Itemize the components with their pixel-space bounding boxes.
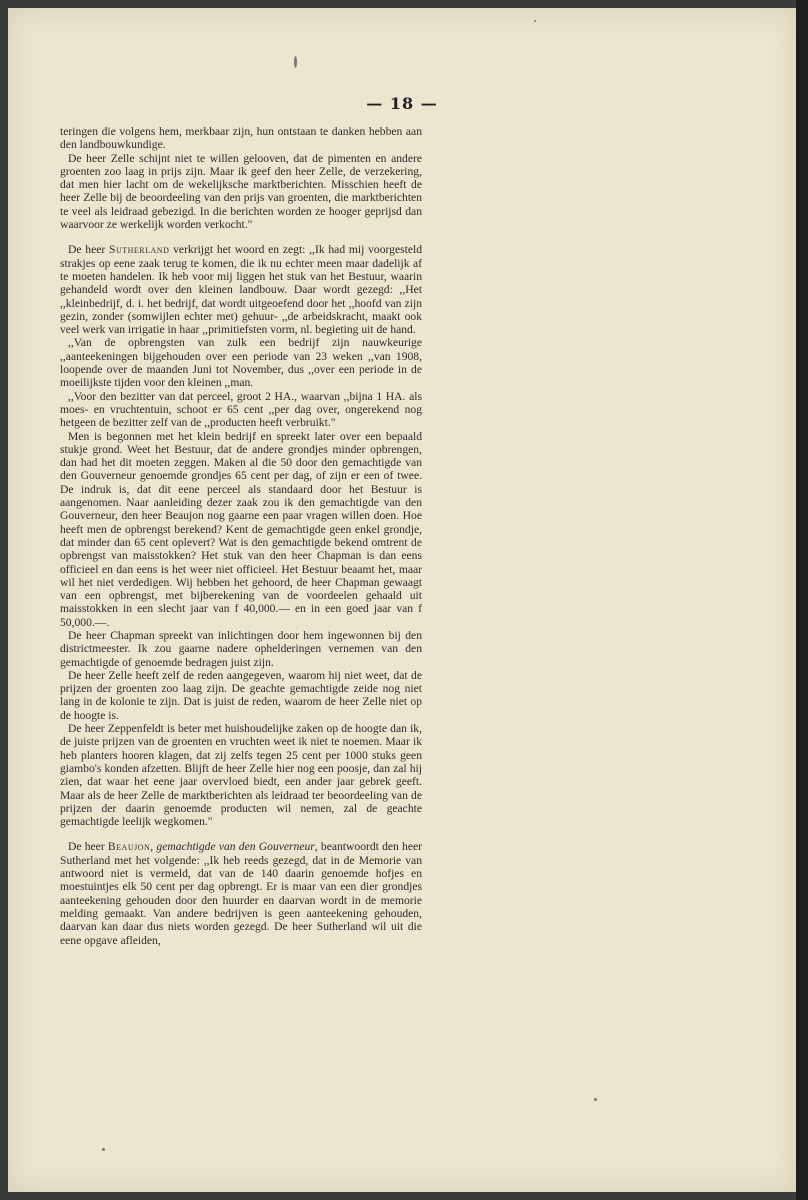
scan-edge [796,0,808,1200]
paragraph: De heer Zeppenfeldt is beter met huishoudelijke zaken op de hoogte dan ik, de juiste prijzen van de groenten en vruchten weet ik niet te noemen. Maar ik heb planters hooren klagen, dat zij zelfs tegen 25 cent per 1000 stuks geen giambo's konden afzetten. Blijft de heer Zelle hier nog een poosje, dan zal hij zien, dat waar het eene jaar overvloed biedt, een ander jaar gebrek geeft. Maar als de heer Zelle de marktberichten als leidraad ter beoordeeling van de prijzen der daarin genoemde producten wil nemen, zal de geachte gemachtigde leelijk wegkomen." [60,722,422,829]
speaker-prefix: De heer [68,840,108,854]
paragraph: De heer Zelle heeft zelf de reden aangegeven, waarom hij niet weet, dat de prijzen der groenten zoo laag zijn. De geachte gemachtigde zeide nog niet lang in de kolonie te zijn. Dat is juist de reden, waarom de heer Zelle niet op de hoogte is. [60,668,422,722]
paragraph: De heer Zelle schijnt niet te willen gelooven, dat de pimenten en andere groenten zoo laag in prijs zijn. Maar ik geef den heer Zelle, de verzekering, dat men hier lacht om de wekelijksche marktberichten. Misschien heeft de heer Zelle bij de beoordeeling van den prijs van groenten, die marktberichten te veel als leidraad gebezigd. In die berichten worden ze hooger geprijsd dan waarvoor ze werkelijk worden verkocht." [60,151,422,232]
paragraph: ,,Van de opbrengsten van zulk een bedrijf zijn nauwkeurige ,,aanteekeningen bijgehouden over een periode van 23 weken ,,van 1908, loopende over de maanden Juni tot November, dus ,,over een periode in de moeilijkste tijden voor den kleinen ,,man. [60,336,422,390]
paragraph: De heer Chapman spreekt van inlichtingen door hem ingewonnen bij den districtmeester. Ik zou gaarne nadere ophelderingen vernemen van den gemachtigde of genoemde bedragen juist zijn. [60,628,422,669]
speaker-name: Beaujon [107,840,151,854]
paragraph: ,,Voor den bezitter van dat perceel, groot 2 HA., waarvan ,,bijna 1 HA. als moes- en vruchtentuin, schoot er 65 cent ,,per dag over, ongerekend nog hetgeen de bezitter zelf van de ,,producten heeft verbruikt." [60,389,422,430]
paragraph: Men is begonnen met het klein bedrijf en spreekt later over een bepaald stukje grond. Weet het Bestuur, dat de andere grondjes minder opbrengen, dan had het dit moeten zeggen. Maken al die 50 door den gemachtigde van den Gouverneur genoemde grondjes 65 cent per dag, of zijn er een of twee. De indruk is, dat dit eene perceel als standaard door het Bestuur is aangenomen. Naar aanleiding dezer zaak zou ik den gemachtigde van den Gouverneur, den heer Beaujon nog gaarne een paar vragen willen doen. Hoe heeft men de opbrengst berekend? Kent de gemachtigde geen enkel grondje, dat minder dan 65 cent oplevert? Wat is den gemachtigde bekend omtrent de opbrengst van maisstokken? Het stuk van den heer Chapman is dan eens officieel en dan eens is het weer niet officieel. Het Bestuur beaamt het, maar wil het niet verdedigen. Wij hebben het gehoord, de heer Chapman gewaagt van een opbrengst, met bijberekening van de voordeelen gehaald uit maisstokken in een slecht jaar van f 40,000.— en in een goed jaar van f 50,000.—. [60,429,422,629]
paragraph-text: , beantwoordt den heer Sutherland met het volgende: ,,Ik heb reeds gezegd, dat in de Memorie van antwoord niet is vermeld, dat van de 140 daarin genoemde hofjes en moestuintjes elk 50 cent per dag opbrengt. Er is maar van een dier grondjes aanteekening gehouden door den huurder en daarvan wordt in de memorie melding gemaakt. Van andere bedrijven is geen aanteekening gehouden, daarvan kan daar dus niets worden gezegd. De heer Sutherland wil uit die eene opgave afleiden, [60,840,423,947]
scan-speck [294,56,297,68]
speaker-prefix: De heer [68,243,110,257]
document-page [8,8,796,1192]
scan-speck [594,1098,597,1101]
paragraph [60,243,422,336]
body-text [60,125,422,947]
paragraph: teringen die volgens hem, merkbaar zijn, hun ontstaan te danken hebben aan den landbouwkundige. [60,125,422,152]
scan-speck [534,20,536,22]
page-number: — 18 — [366,94,438,113]
paragraph: De heer Beaujon, gemachtigde van den Gouverneur, beantwoordt den heer Sutherland met het volgende: ,,Ik heb reeds gezegd, dat in de Memorie van antwoord niet is vermeld, dat van de 140 daarin genoemde hofjes en moestuintjes elk 50 cent per dag opbrengt. Er is maar van een dier grondjes aanteekening gehouden door den huurder en daarvan wordt in de memorie melding gemaakt. Van andere bedrijven is geen aanteekening gehouden, daarvan kan daar dus niets worden gezegd. De heer Sutherland wil uit die eene opgave afleiden, [60,840,423,947]
paragraph-text: verkrijgt het woord en zegt: ,,Ik had mij voorgesteld strakjes op eene zaak terug te komen, die ik nu echter meen maar dadelijk af te moeten handelen. Ik heb voor mij liggen het stuk van het Bestuur, waarin gehandeld wordt over den kleinen landbouw. Daar wordt gezegd: ,,Het ,,kleinbedrijf, d. i. het bedrijf, dat wordt uitgeoefend door het ,,hoofd van zijn gezin, zonder (somwijlen echter met) gehuur- ,,de arbeidskracht, maakt ook veel werk van irrigatie in haar ,,primitiefsten vorm, nl. begieting uit de hand. [60,243,423,337]
speaker-role: gemachtigde van den Gouverneur [156,840,315,854]
speaker-name: Sutherland [109,243,170,257]
scan-speck [102,1148,105,1151]
